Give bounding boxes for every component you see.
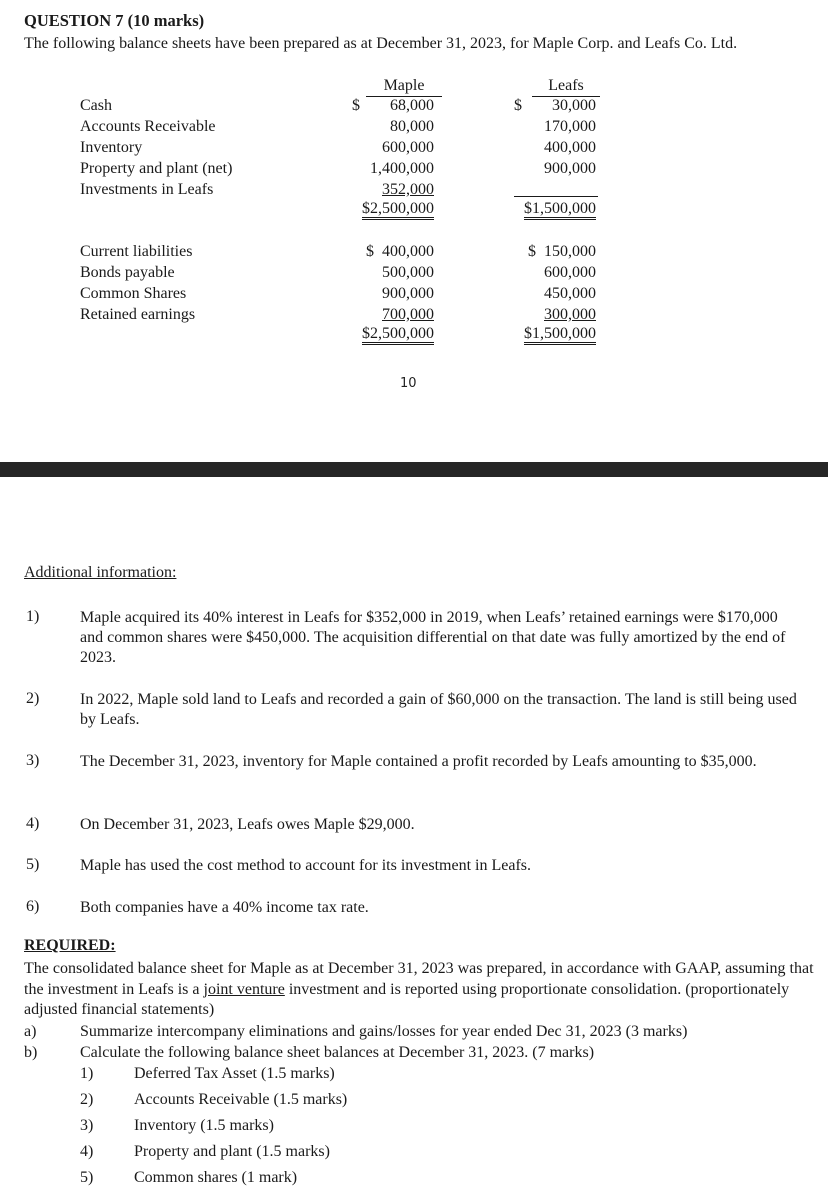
maple-property-plant: 1,400,000 [370, 160, 434, 177]
row-label-inventory: Inventory [80, 139, 143, 156]
page-divider [0, 462, 828, 477]
leafs-subtotal-rule [514, 196, 598, 197]
info-item-text: On December 31, 2023, Leafs owes Maple $29,000. [80, 816, 415, 833]
subitem-text: Deferred Tax Asset (1.5 marks) [134, 1065, 335, 1082]
page-number: 10 [400, 376, 417, 391]
subitem-number: 5) [80, 1169, 94, 1186]
row-label-accounts-receivable: Accounts Receivable [80, 118, 216, 135]
leafs-accounts-receivable: 170,000 [544, 118, 596, 135]
info-item-number: 2) [26, 690, 40, 707]
leafs-inventory: 400,000 [544, 139, 596, 156]
part-text: Summarize intercompany eliminations and gains/losses for year ended Dec 31, 2023 (3 marks) [80, 1023, 688, 1040]
maple-currency-symbol: $ [352, 97, 360, 114]
subitem-number: 3) [80, 1117, 94, 1134]
info-item-text: Both companies have a 40% income tax rate. [80, 899, 369, 916]
maple-current-liabilities: $ 400,000 [366, 243, 434, 260]
info-item-number: 5) [26, 856, 40, 873]
additional-info-heading: Additional information: [24, 564, 177, 581]
maple-column-header: Maple [366, 76, 442, 97]
question-intro: The following balance sheets have been prepared as at December 31, 2023, for Maple Corp. and Leafs Co. Ltd. [24, 35, 738, 52]
maple-liabilities-total: $2,500,000 [362, 325, 434, 345]
info-item-number: 4) [26, 815, 40, 832]
maple-common-shares: 900,000 [382, 285, 434, 302]
leafs-property-plant: 900,000 [544, 160, 596, 177]
row-label-retained-earnings: Retained earnings [80, 306, 196, 323]
required-text: The consolidated balance sheet for Maple as at December 31, 2023 was prepared, in accordance with GAAP, assuming that the investment in Leafs is a joint venture investment and is reported using proportionate consolidation. (proportionately adjusted financial statements) [24, 960, 814, 1018]
subitem-number: 4) [80, 1143, 94, 1160]
maple-cash: 68,000 [390, 97, 434, 114]
leafs-assets-total: $1,500,000 [524, 200, 596, 220]
info-item-number: 1) [26, 608, 40, 625]
maple-retained-earnings: 700,000 [382, 306, 434, 323]
subitem-text: Property and plant (1.5 marks) [134, 1143, 330, 1160]
leafs-common-shares: 450,000 [544, 285, 596, 302]
info-item-text: The December 31, 2023, inventory for Maple contained a profit recorded by Leafs amounting to $35,000. [80, 753, 757, 770]
row-label-current-liabilities: Current liabilities [80, 243, 193, 260]
part-text: Calculate the following balance sheet balances at December 31, 2023. (7 marks) [80, 1044, 595, 1061]
leafs-retained-earnings: 300,000 [544, 306, 596, 323]
maple-bonds-payable: 500,000 [382, 264, 434, 281]
leafs-column-header: Leafs [532, 76, 600, 97]
maple-inventory: 600,000 [382, 139, 434, 156]
info-item-text: In 2022, Maple sold land to Leafs and recorded a gain of $60,000 on the transaction. The land is still being used by Leafs. [80, 691, 797, 728]
info-item-number: 6) [26, 898, 40, 915]
subitem-text: Inventory (1.5 marks) [134, 1117, 274, 1134]
maple-accounts-receivable: 80,000 [390, 118, 434, 135]
joint-venture-term: joint venture [203, 980, 285, 998]
maple-assets-total: $2,500,000 [362, 200, 434, 220]
leafs-current-liabilities: $ 150,000 [528, 243, 596, 260]
row-label-investments: Investments in Leafs [80, 181, 214, 198]
subitem-text: Accounts Receivable (1.5 marks) [134, 1091, 348, 1108]
subitem-number: 1) [80, 1065, 94, 1082]
info-item-text: Maple acquired its 40% interest in Leafs for $352,000 in 2019, when Leafs’ retained earnings were $170,000 and common shares were $450,000. The acquisition differential on that date was fully amortized by the end of 2023. [80, 609, 786, 666]
subitem-number: 2) [80, 1091, 94, 1108]
row-label-cash: Cash [80, 97, 112, 114]
info-item-text: Maple has used the cost method to account for its investment in Leafs. [80, 857, 531, 874]
maple-investments: 352,000 [382, 181, 434, 198]
leafs-bonds-payable: 600,000 [544, 264, 596, 281]
leafs-liabilities-total: $1,500,000 [524, 325, 596, 345]
subitem-text: Common shares (1 mark) [134, 1169, 298, 1186]
row-label-common-shares: Common Shares [80, 285, 187, 302]
required-heading: REQUIRED: [24, 937, 116, 954]
info-item-number: 3) [26, 752, 40, 769]
part-letter: b) [24, 1044, 38, 1061]
leafs-currency-symbol: $ [514, 97, 522, 114]
row-label-property-plant: Property and plant (net) [80, 160, 233, 177]
leafs-cash: 30,000 [552, 97, 596, 114]
part-letter: a) [24, 1023, 37, 1040]
question-title: QUESTION 7 (10 marks) [24, 11, 205, 30]
row-label-bonds-payable: Bonds payable [80, 264, 175, 281]
